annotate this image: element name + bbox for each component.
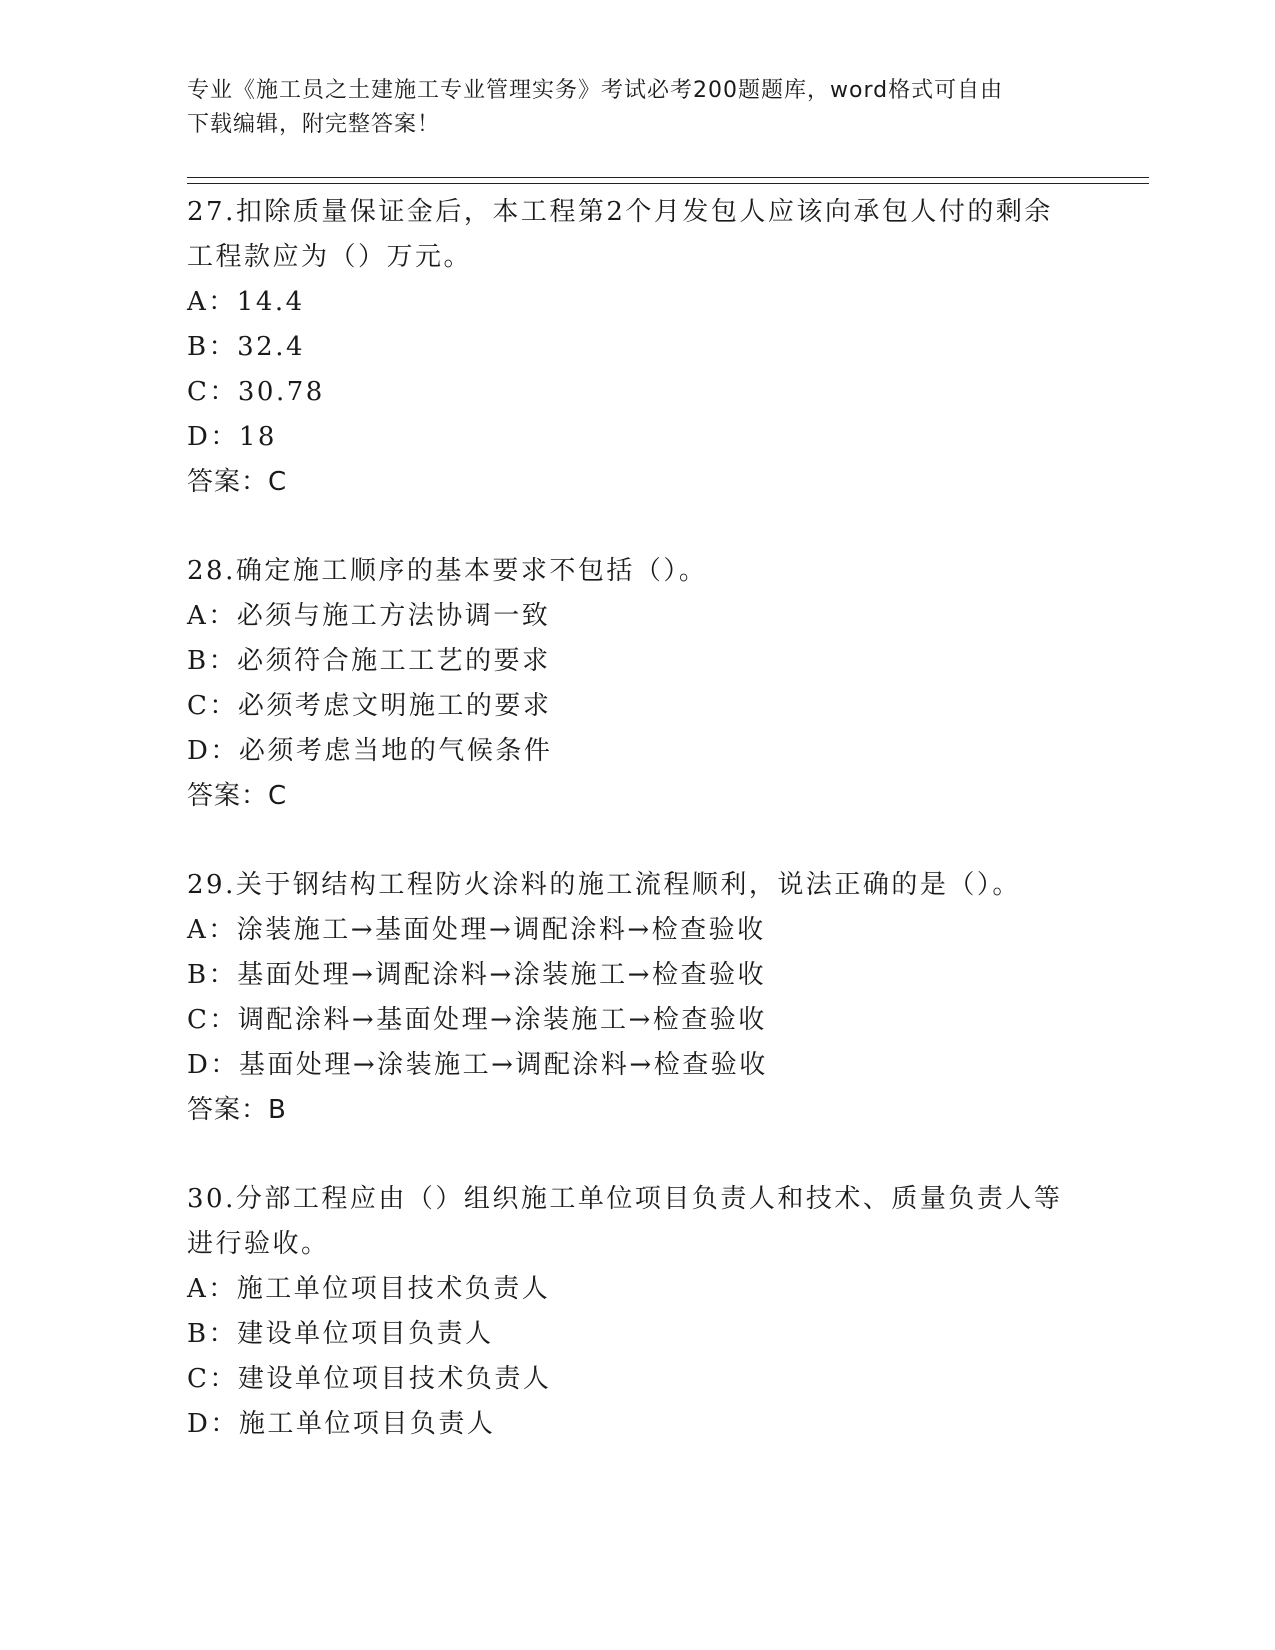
option-c: C：建设单位项目技术负责人 — [187, 1364, 552, 1394]
header-divider — [187, 177, 1149, 184]
question-stem: 30.分部工程应由（）组织施工单位项目负责人和技术、质量负责人等 — [187, 1184, 1063, 1214]
option-b: B：必须符合施工工艺的要求 — [187, 646, 551, 676]
option-d: D：施工单位项目负责人 — [187, 1409, 496, 1439]
question-list — [187, 190, 1087, 1447]
option-d: D：18 — [187, 422, 277, 452]
option-d: D：必须考虑当地的气候条件 — [187, 736, 553, 766]
spacer — [187, 1133, 1087, 1177]
option-a: A：必须与施工方法协调一致 — [187, 601, 551, 631]
question-29 — [187, 863, 1087, 1133]
header-line-1: 专业《施工员之土建施工专业管理实务》考试必考200题题库，word格式可自由 — [187, 78, 1004, 103]
question-27 — [187, 190, 1087, 505]
option-b: B：基面处理→调配涂料→涂装施工→检查验收 — [187, 960, 766, 990]
option-b: B：32.4 — [187, 332, 305, 362]
spacer — [187, 505, 1087, 549]
question-stem-continued: 进行验收。 — [187, 1229, 330, 1259]
option-c: C：调配涂料→基面处理→涂装施工→检查验收 — [187, 1005, 767, 1035]
document-header — [187, 74, 1087, 142]
question-28 — [187, 549, 1087, 819]
answer: 答案：C — [187, 467, 288, 497]
option-c: C：必须考虑文明施工的要求 — [187, 691, 552, 721]
question-stem: 27.扣除质量保证金后，本工程第2个月发包人应该向承包人付的剩余 — [187, 197, 1053, 227]
question-stem: 28.确定施工顺序的基本要求不包括（）。 — [187, 556, 708, 586]
option-a: A：14.4 — [187, 287, 305, 317]
option-a: A：涂装施工→基面处理→调配涂料→检查验收 — [187, 915, 766, 945]
answer: 答案：C — [187, 781, 288, 811]
option-c: C：30.78 — [187, 377, 325, 407]
option-a: A：施工单位项目技术负责人 — [187, 1274, 551, 1304]
answer: 答案：B — [187, 1095, 287, 1125]
question-stem-continued: 工程款应为（）万元。 — [187, 242, 473, 272]
option-b: B：建设单位项目负责人 — [187, 1319, 494, 1349]
header-line-2: 下载编辑，附完整答案！ — [187, 112, 441, 137]
question-30 — [187, 1177, 1087, 1447]
option-d: D：基面处理→涂装施工→调配涂料→检查验收 — [187, 1050, 768, 1080]
question-stem: 29.关于钢结构工程防火涂料的施工流程顺利，说法正确的是（）。 — [187, 870, 1021, 900]
spacer — [187, 819, 1087, 863]
